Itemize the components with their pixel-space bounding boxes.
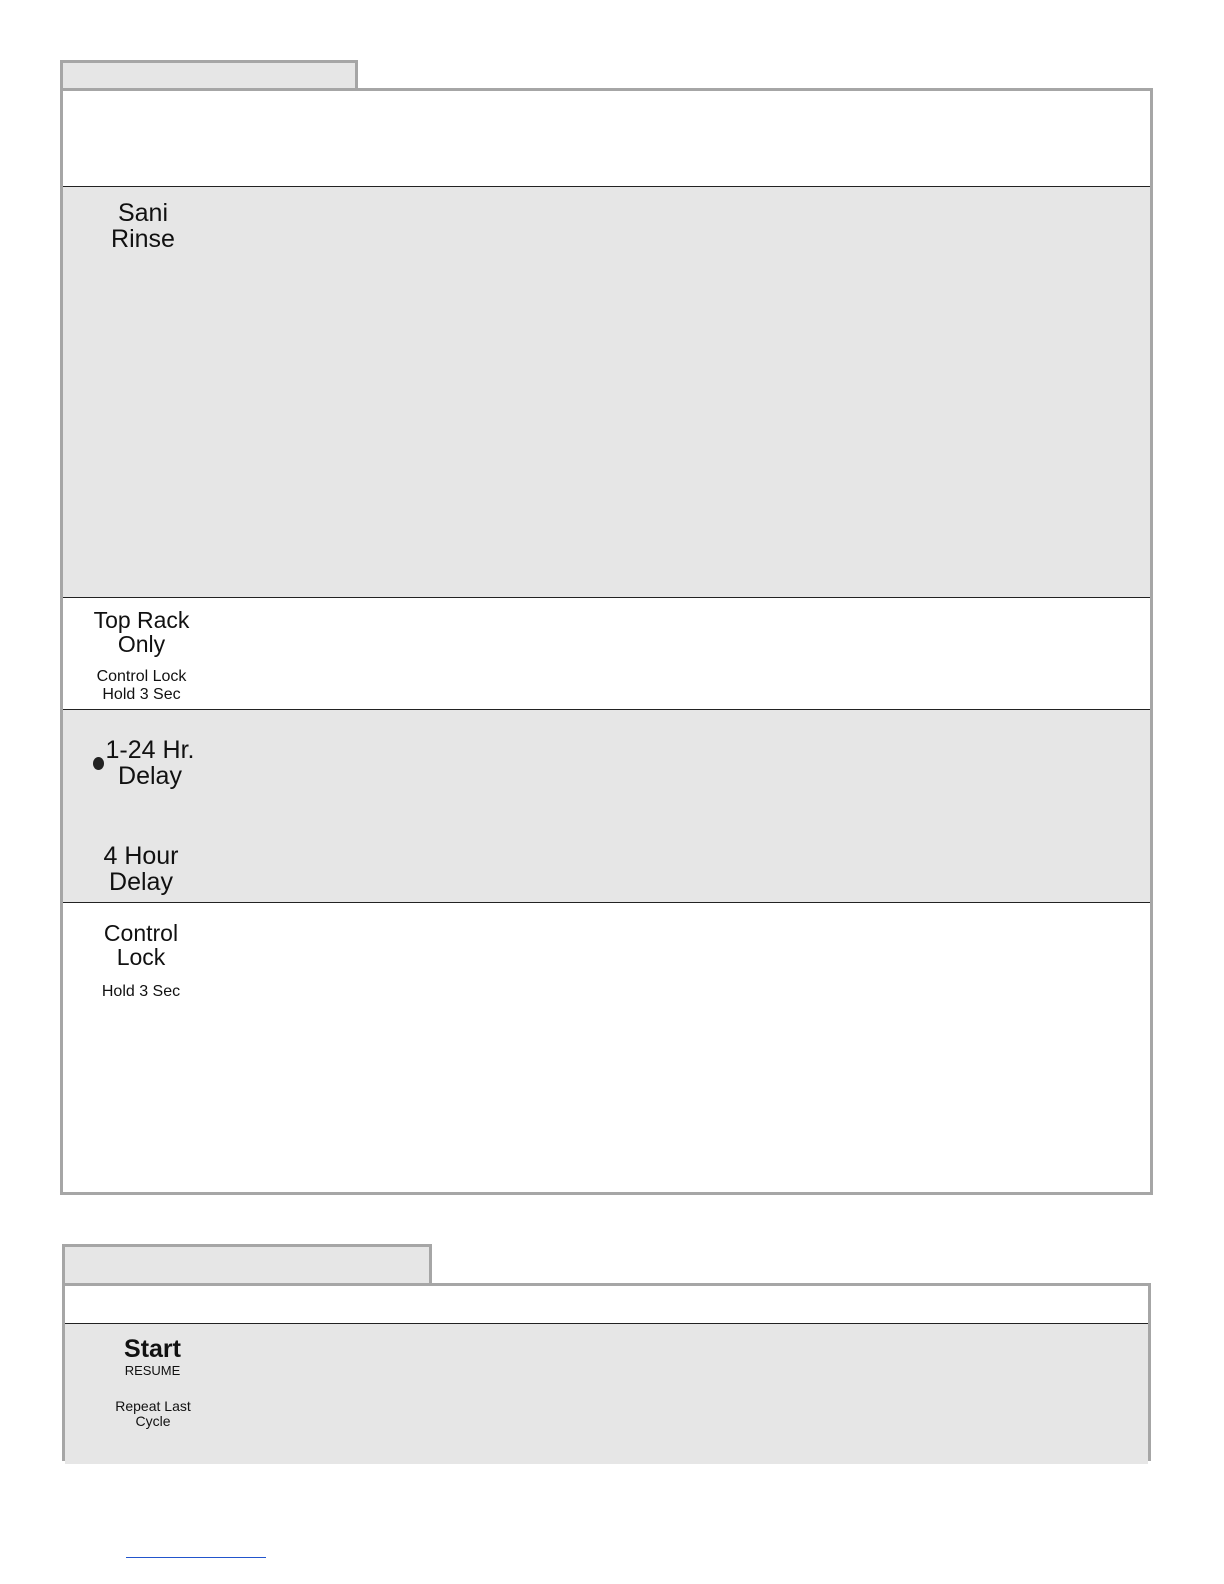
panel1-tab (60, 60, 358, 91)
repeat-last-cycle-label: Repeat Last Cycle (115, 1398, 191, 1430)
link-underline (126, 1557, 266, 1558)
delay-4-hour-label: 4 Hour Delay (103, 842, 179, 897)
resume-label: RESUME (124, 1363, 181, 1378)
delay-1-24-label: 1-24 Hr. Delay (105, 736, 195, 791)
sani-rinse-label: Sani Rinse (111, 199, 175, 254)
indicator-dot-icon (93, 757, 104, 770)
control-lock-hold-label: Hold 3 Sec (101, 983, 181, 1000)
panel1-header-row (63, 91, 1150, 186)
control-lock-row (63, 903, 1150, 1195)
sani-rinse-row (63, 187, 1150, 597)
start-label: Start (124, 1335, 181, 1363)
panel1 (60, 88, 1153, 1195)
top-rack-row (63, 598, 1150, 709)
delay-row (63, 710, 1150, 902)
top-rack-control-lock-label: Control Lock Hold 3 Sec (96, 668, 187, 703)
start-row (65, 1324, 1148, 1464)
panel2-tab (62, 1244, 432, 1286)
top-rack-only-label: Top Rack Only (93, 607, 190, 658)
panel2-header-row (65, 1286, 1148, 1323)
control-lock-label: Control Lock (103, 920, 179, 971)
panel2 (62, 1283, 1151, 1461)
